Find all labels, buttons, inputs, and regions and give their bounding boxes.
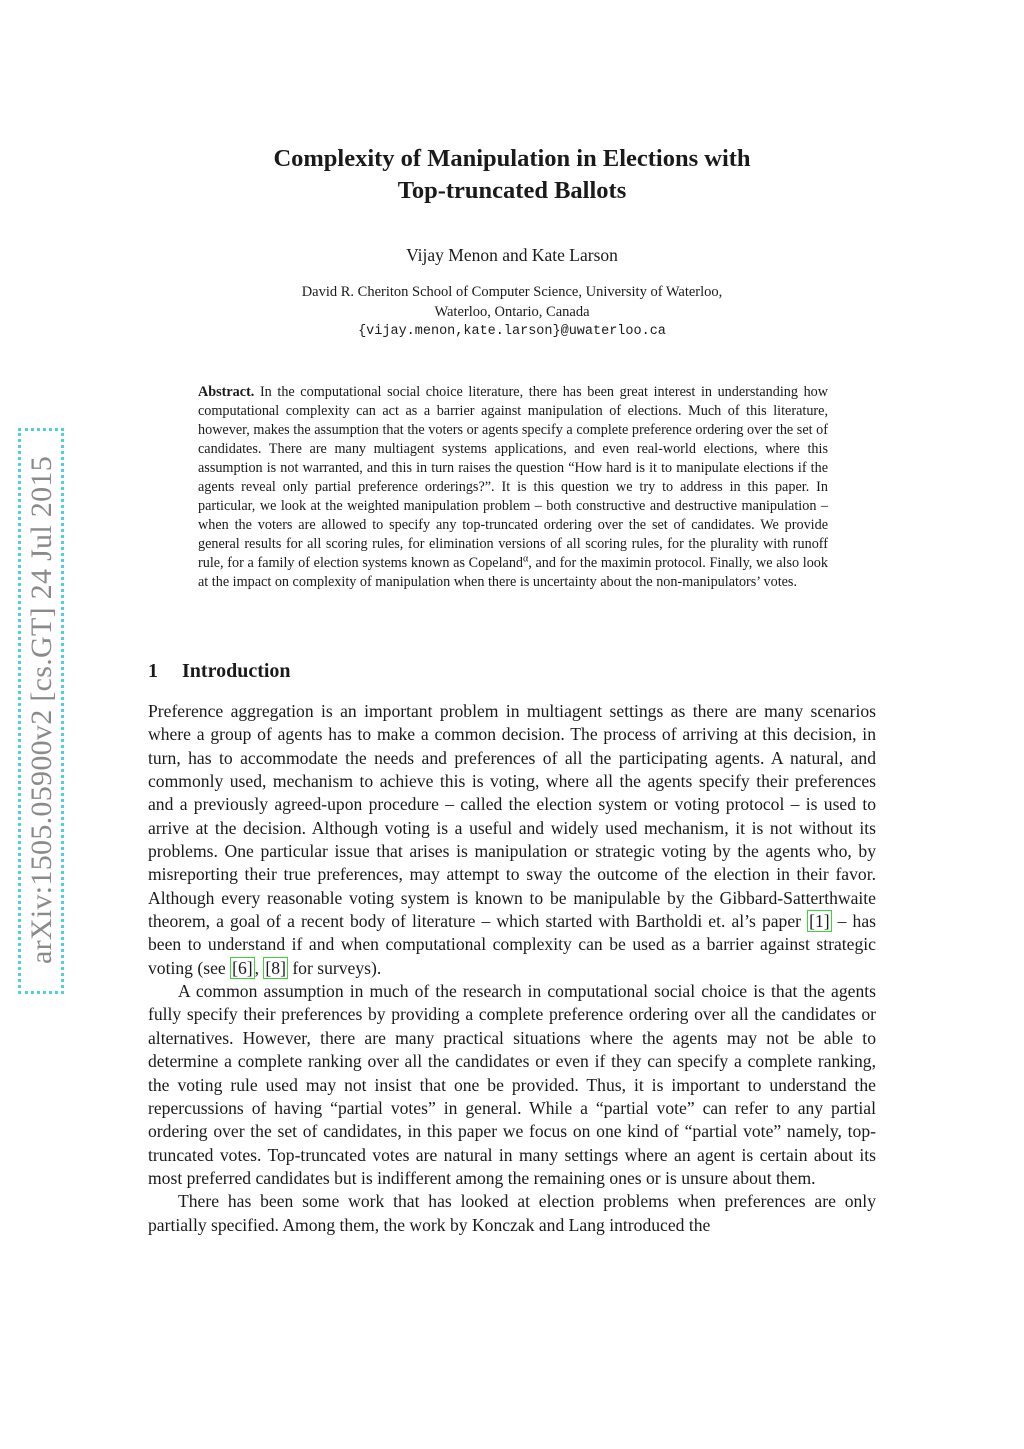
author-email: {vijay.menon,kate.larson}@uwaterloo.ca [358, 324, 666, 339]
citation-6-number: 6 [237, 957, 247, 978]
affiliation-line-2: Waterloo, Ontario, Canada [434, 303, 590, 320]
abstract-label: Abstract. [198, 384, 255, 400]
alpha-superscript: α [523, 553, 529, 565]
citation-1-number: 1 [814, 911, 824, 932]
paragraph-1-text-b: – has been to understand if and when computational complexity can be used as a barrier against strategic voting (see [148, 911, 876, 978]
section-title: Introduction [182, 660, 291, 682]
paragraph-1-text-d: for surveys). [287, 957, 382, 978]
citation-link-1[interactable]: [1] [809, 911, 830, 932]
title-line-2: Top-truncated Ballots [397, 177, 627, 204]
section-heading-introduction [148, 658, 291, 684]
abstract-text-2: , and for the maximin protocol. Finally, we also look at the impact on complexity of manipulation when there is uncertainty about the non-manipulators’ votes. [198, 555, 828, 590]
affiliation-line-1: David R. Cheriton School of Computer Science, University of Waterloo, [301, 284, 723, 300]
title-line-1: Complexity of Manipulation in Elections with [273, 145, 751, 172]
arxiv-identifier[interactable]: arXiv:1505.05900v2 [cs.GT] 24 Jul 2015 [25, 456, 58, 965]
section-number: 1 [148, 660, 158, 682]
affiliation [150, 283, 874, 342]
introduction-body [148, 700, 876, 1237]
paragraph-3: There has been some work that has looked at election problems when preferences are only partially specified. Among them, the work by Konczak and Lang introduced the [148, 1191, 876, 1235]
citation-link-6[interactable]: [6] [232, 957, 253, 978]
paragraph-1 [148, 700, 876, 980]
abstract [198, 383, 828, 592]
paragraph-2: A common assumption in much of the research in computational social choice is that the agents fully specify their preferences by providing a complete preference ordering over all the candidates or alternatives. However, there are many practical situations where the agents may not be able to determine a complete ranking over all the candidates or even if they can specify a complete ranking, the voting rule used may not insist that one be provided. Thus, it is important to understand the repercussions of having “partial votes” in general. While a “partial vote” can refer to any partial ordering over the set of candidates, in this paper we focus on one kind of “partial vote” namely, top-truncated votes. Top-truncated votes are natural in many settings where an agent is certain about its most preferred candidates but is indifferent among the remaining ones or is unsure about them. [148, 981, 876, 1188]
paragraph-1-text-c: , [254, 957, 264, 978]
citation-8-number: 8 [271, 957, 281, 978]
paragraph-1-text-a: Preference aggregation is an important problem in multiagent settings as there are many scenarios where a group of agents has to make a common decision. The process of arriving at this decision, in turn, has to accommodate the needs and preferences of all the participating agents. A natural, and commonly used, mechanism to achieve this is voting, where all the agents specify their preferences and a previously agreed-upon procedure – called the election system or voting protocol – is used to arrive at the decision. Although voting is a useful and widely used mechanism, it is not without its problems. One particular issue that arises is manipulation or strategic voting by the agents who, by misreporting their true preferences, may attempt to sway the outcome of the election in their favor. Although every reasonable voting system is known to be manipulable by the Gibbard-Satterthwaite theorem, a goal of a recent body of literature – which started with Bartholdi et. al’s paper [148, 701, 876, 932]
paper-title [150, 143, 874, 207]
citation-link-8[interactable]: [8] [265, 957, 286, 978]
abstract-text-1: In the computational social choice literature, there has been great interest in understanding how computational complexity can act as a barrier against manipulation of elections. Much of this literature, however, makes the assumption that the voters or agents specify a complete preference ordering over the set of candidates. There are many multiagent systems applications, and even real-world elections, where this assumption is not warranted, and this in turn raises the question “How hard is it to manipulate elections if the agents reveal only partial preference orderings?”. It is this question we try to address in this paper. In particular, we look at the weighted manipulation problem – both constructive and destructive manipulation – when the voters are allowed to specify any top-truncated ordering over the set of candidates. We provide general results for all scoring rules, for elimination versions of all scoring rules, for the plurality with runoff rule, for a family of election systems known as Copeland [198, 384, 828, 571]
paper-authors: Vijay Menon and Kate Larson [406, 245, 618, 265]
